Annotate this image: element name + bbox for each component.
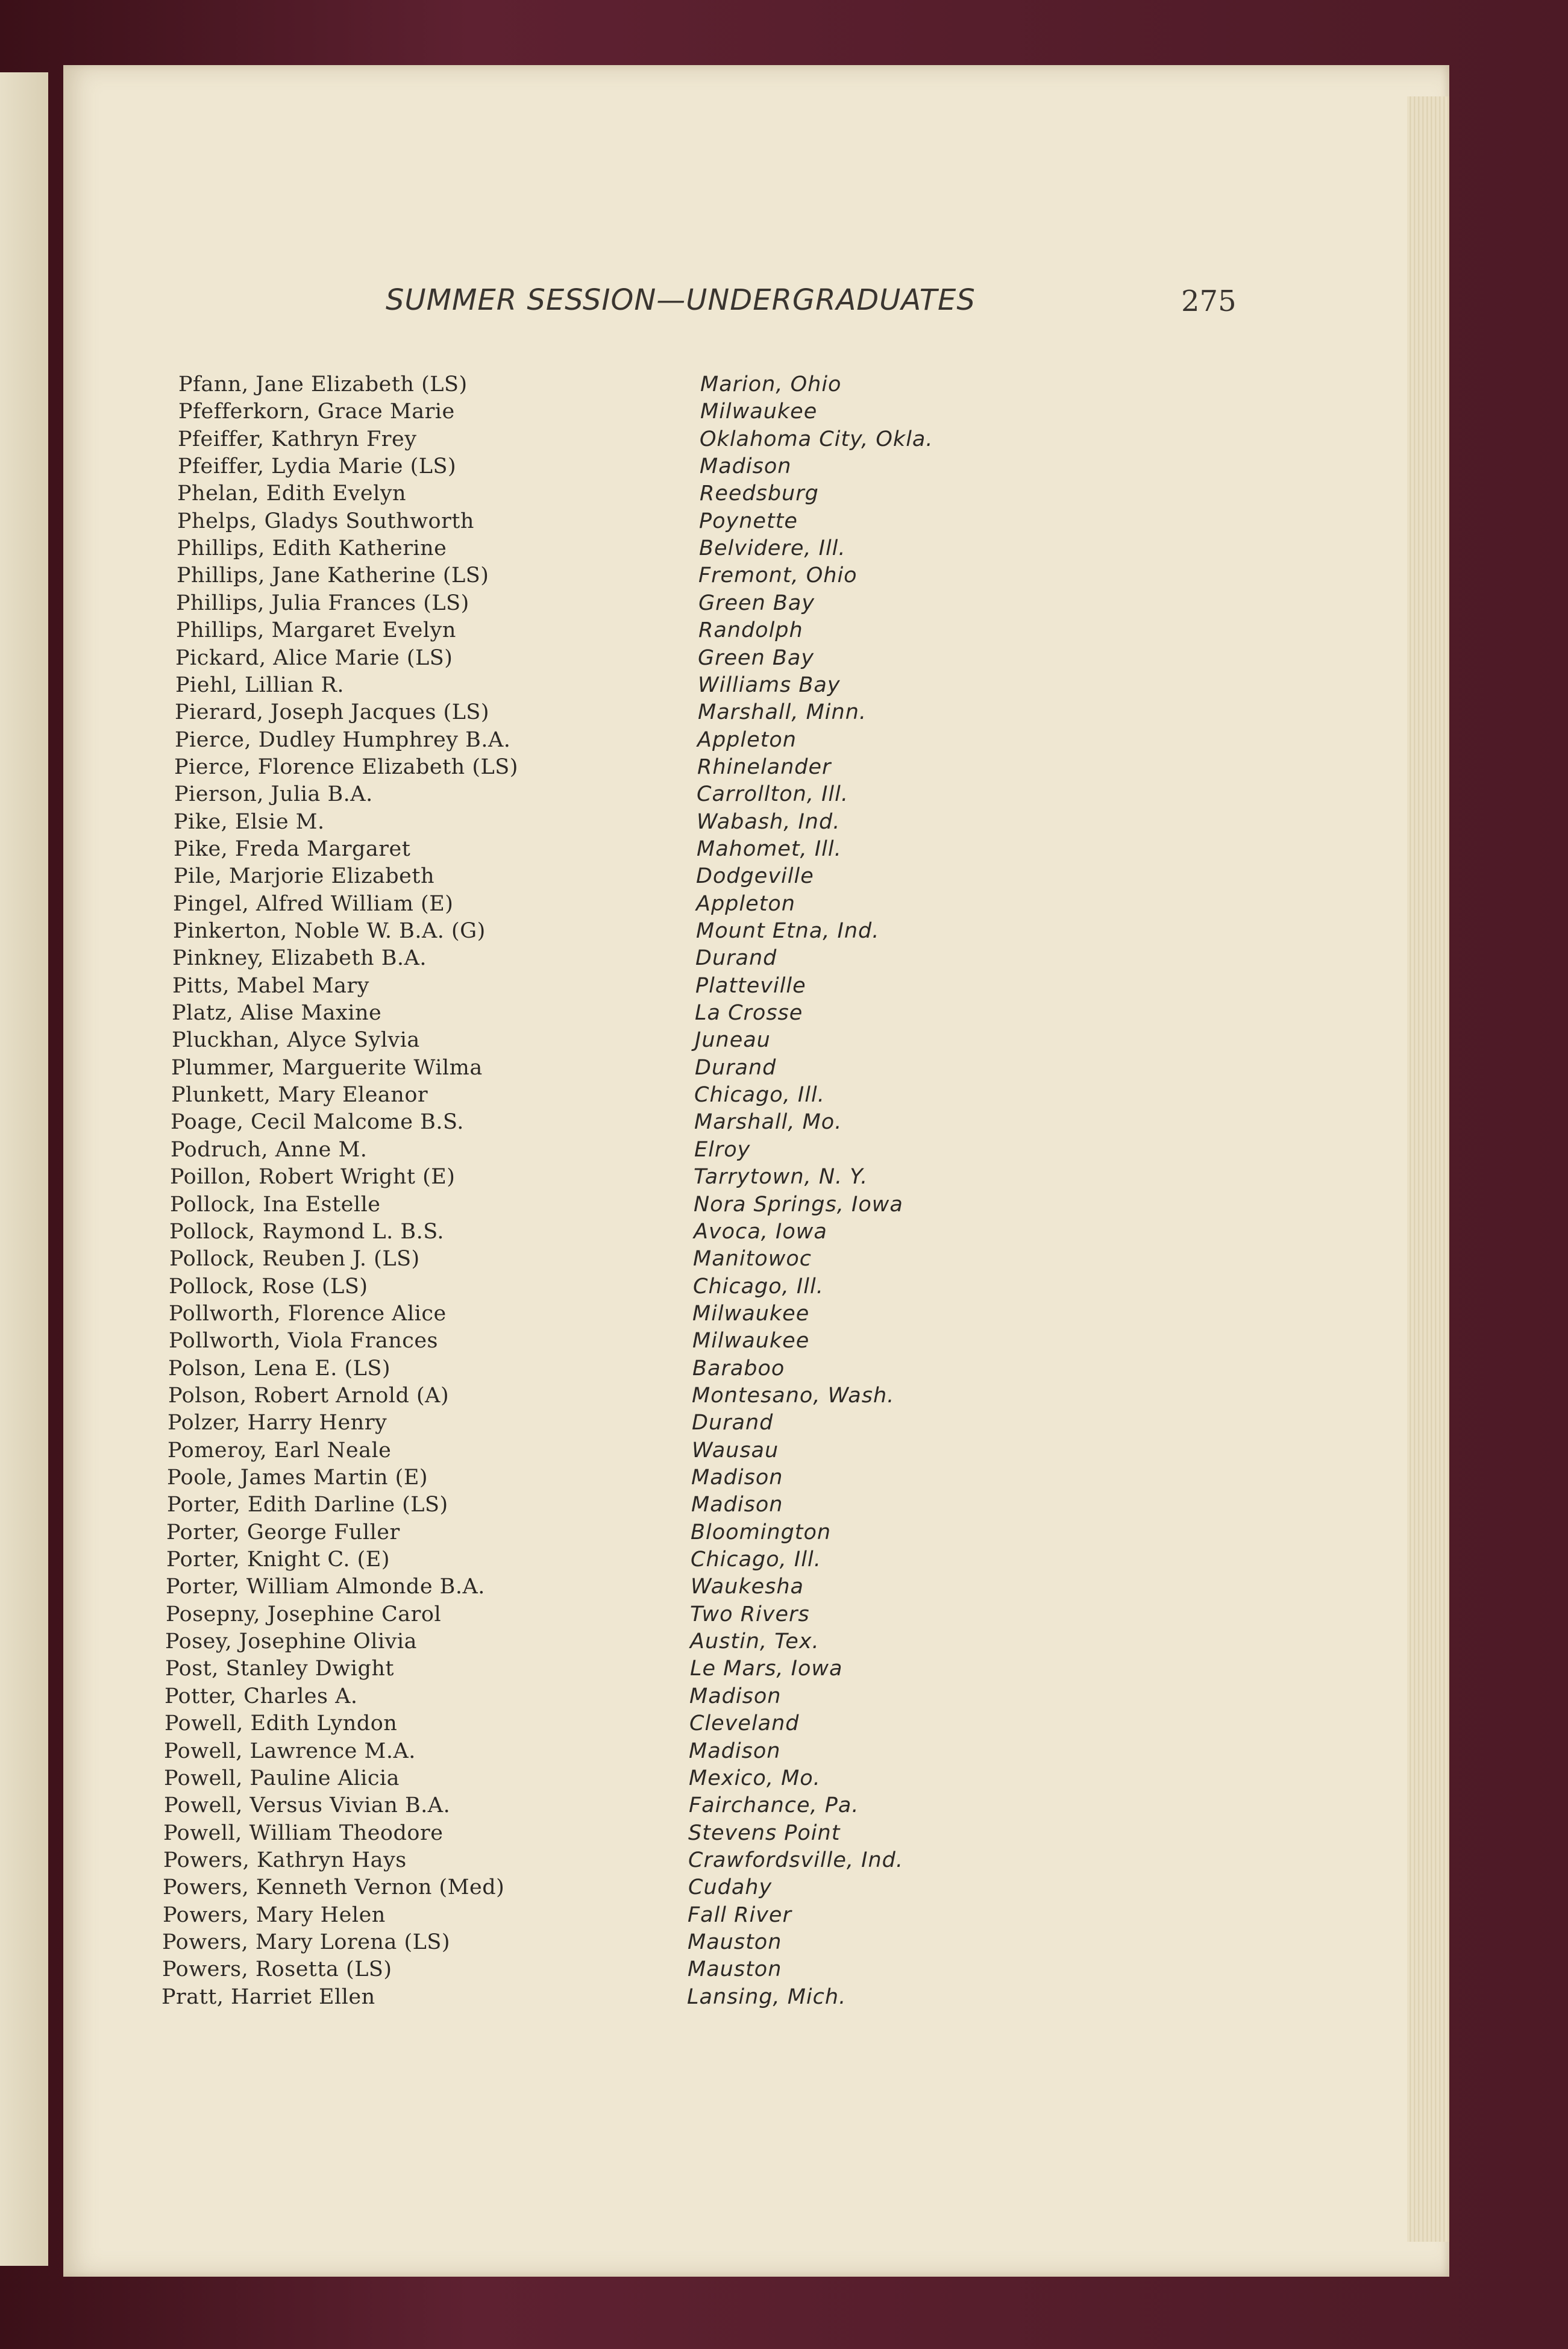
student-name: Pollworth, Viola Frances [169,1329,439,1353]
student-name: Polson, Lena E. (LS) [168,1356,391,1381]
home-town: Madison [700,454,792,478]
home-town: Mexico, Mo. [689,1766,821,1790]
student-name: Pfeiffer, Kathryn Frey [178,427,417,451]
home-town: Waukesha [691,1575,804,1599]
page-number: 275 [1181,284,1237,318]
home-town: Crawfordsville, Ind. [688,1848,903,1872]
home-town: Belvidere, Ill. [699,536,846,560]
student-name: Pierce, Dudley Humphrey B.A. [175,728,511,752]
student-name: Porter, George Fuller [166,1520,400,1545]
home-town: Oklahoma City, Okla. [700,427,933,451]
home-town: Elroy [694,1138,751,1162]
student-name: Phelps, Gladys Southworth [177,509,474,533]
student-name: Pfeiffer, Lydia Marie (LS) [178,454,457,478]
home-town: Marion, Ohio [700,372,842,397]
student-name: Pierson, Julia B.A. [174,782,373,806]
student-name: Polzer, Harry Henry [168,1411,387,1435]
home-town: Durand [695,946,777,970]
student-name: Pike, Elsie M. [174,810,325,834]
home-town: Rhinelander [697,755,832,779]
home-town: Milwaukee [692,1329,810,1353]
student-name: Powell, William Theodore [163,1821,444,1845]
student-name: Pierard, Joseph Jacques (LS) [175,700,490,724]
home-town: Cudahy [688,1875,773,1899]
home-town: Madison [691,1493,783,1517]
home-town: Durand [695,1056,777,1080]
student-name: Powers, Rosetta (LS) [162,1957,392,1981]
home-town: Austin, Tex. [690,1629,820,1654]
student-name: Pierce, Florence Elizabeth (LS) [174,755,518,779]
home-town: Green Bay [698,591,815,615]
home-town: Mauston [688,1957,782,1981]
home-town: Baraboo [692,1356,785,1381]
home-town: Platteville [695,974,806,998]
student-name: Pile, Marjorie Elizabeth [174,864,434,888]
student-name: Pomeroy, Earl Neale [168,1438,392,1463]
home-town: Madison [689,1739,781,1763]
home-town: Stevens Point [688,1821,841,1845]
student-name: Powers, Kenneth Vernon (Med) [163,1875,505,1899]
home-town: La Crosse [695,1001,803,1025]
home-town: Fairchance, Pa. [689,1793,859,1817]
student-name: Pingel, Alfred William (E) [173,892,454,916]
home-town: Fremont, Ohio [698,563,858,588]
home-town: Milwaukee [692,1302,810,1326]
student-name: Pinkerton, Noble W. B.A. (G) [173,919,486,943]
student-name: Platz, Alise Maxine [172,1001,382,1025]
student-name: Pluckhan, Alyce Sylvia [172,1028,420,1052]
student-name: Posey, Josephine Olivia [165,1629,417,1654]
home-town: Marshall, Minn. [698,700,867,724]
home-town: Poynette [699,509,798,533]
home-town: Manitowoc [693,1247,812,1271]
student-name: Phillips, Edith Katherine [177,536,447,560]
student-name: Pratt, Harriet Ellen [162,1985,375,2009]
student-name: Phillips, Julia Frances (LS) [176,591,469,615]
home-town: Appleton [697,728,797,752]
home-town: Chicago, Ill. [691,1548,821,1572]
student-name: Poole, James Martin (E) [167,1466,428,1490]
student-name: Porter, Knight C. (E) [166,1548,390,1572]
home-town: Fall River [688,1903,792,1927]
home-town: Wabash, Ind. [697,810,841,834]
home-town: Lansing, Mich. [687,1985,847,2009]
student-name: Powers, Mary Helen [163,1903,386,1927]
home-town: Chicago, Ill. [693,1275,824,1299]
home-town: Juneau [695,1028,771,1052]
student-name: Phillips, Jane Katherine (LS) [177,563,489,588]
student-name: Pfefferkorn, Grace Marie [178,400,455,424]
student-name: Pollock, Raymond L. B.S. [169,1220,445,1244]
home-town: Avoca, Iowa [694,1220,827,1244]
student-name: Porter, Edith Darline (LS) [167,1493,448,1517]
home-town: Wausau [692,1438,779,1463]
student-name: Powell, Edith Lyndon [165,1711,398,1736]
home-town: Nora Springs, Iowa [694,1193,903,1217]
student-name: Plummer, Marguerite Wilma [171,1056,483,1080]
student-name: Pollworth, Florence Alice [169,1302,447,1326]
student-name: Pollock, Ina Estelle [170,1193,381,1217]
student-name: Pitts, Mabel Mary [172,974,369,998]
home-town: Milwaukee [700,400,818,424]
student-name: Posepny, Josephine Carol [166,1602,442,1626]
home-town: Reedsburg [700,481,819,506]
student-name: Phelan, Edith Evelyn [177,481,407,506]
student-name: Phillips, Margaret Evelyn [176,618,456,642]
student-name: Plunkett, Mary Eleanor [171,1083,428,1107]
home-town: Durand [692,1411,774,1435]
home-town: Montesano, Wash. [692,1384,895,1408]
student-name: Podruch, Anne M. [171,1138,368,1162]
home-town: Randolph [698,618,803,642]
student-name: Pollock, Reuben J. (LS) [169,1247,420,1271]
home-town: Tarrytown, N. Y. [694,1165,868,1189]
student-name: Post, Stanley Dwight [165,1657,394,1681]
student-name: Pinkney, Elizabeth B.A. [172,946,427,970]
student-name: Pike, Freda Margaret [174,837,411,861]
home-town: Le Mars, Iowa [690,1657,843,1681]
home-town: Chicago, Ill. [694,1083,825,1107]
student-name: Poage, Cecil Malcome B.S. [171,1110,464,1134]
student-name: Pfann, Jane Elizabeth (LS) [178,372,468,397]
home-town: Cleveland [689,1711,800,1736]
student-name: Powell, Pauline Alicia [164,1766,400,1790]
home-town: Williams Bay [698,673,841,697]
home-town: Marshall, Mo. [694,1110,842,1134]
student-name: Powell, Lawrence M.A. [164,1739,416,1763]
running-head: SUMMER SESSION—UNDERGRADUATES [386,283,976,317]
student-name: Pollock, Rose (LS) [169,1275,368,1299]
home-town: Mount Etna, Ind. [696,919,880,943]
student-name: Powell, Versus Vivian B.A. [164,1793,451,1817]
home-town: Mauston [688,1930,782,1954]
home-town: Mahomet, Ill. [697,837,842,861]
student-name: Poillon, Robert Wright (E) [170,1165,456,1189]
student-name: Porter, William Almonde B.A. [166,1575,485,1599]
home-town: Carrollton, Ill. [697,782,848,806]
home-town: Madison [691,1466,783,1490]
home-town: Dodgeville [696,864,814,888]
student-name: Powers, Kathryn Hays [163,1848,407,1872]
student-name: Polson, Robert Arnold (A) [168,1384,450,1408]
student-name: Potter, Charles A. [165,1684,358,1708]
home-town: Green Bay [698,646,815,670]
student-name: Piehl, Lillian R. [175,673,344,697]
student-name: Pickard, Alice Marie (LS) [175,646,453,670]
student-name: Powers, Mary Lorena (LS) [162,1930,450,1954]
home-town: Appleton [696,892,795,916]
home-town: Madison [689,1684,782,1708]
home-town: Two Rivers [690,1602,810,1626]
home-town: Bloomington [691,1520,832,1545]
